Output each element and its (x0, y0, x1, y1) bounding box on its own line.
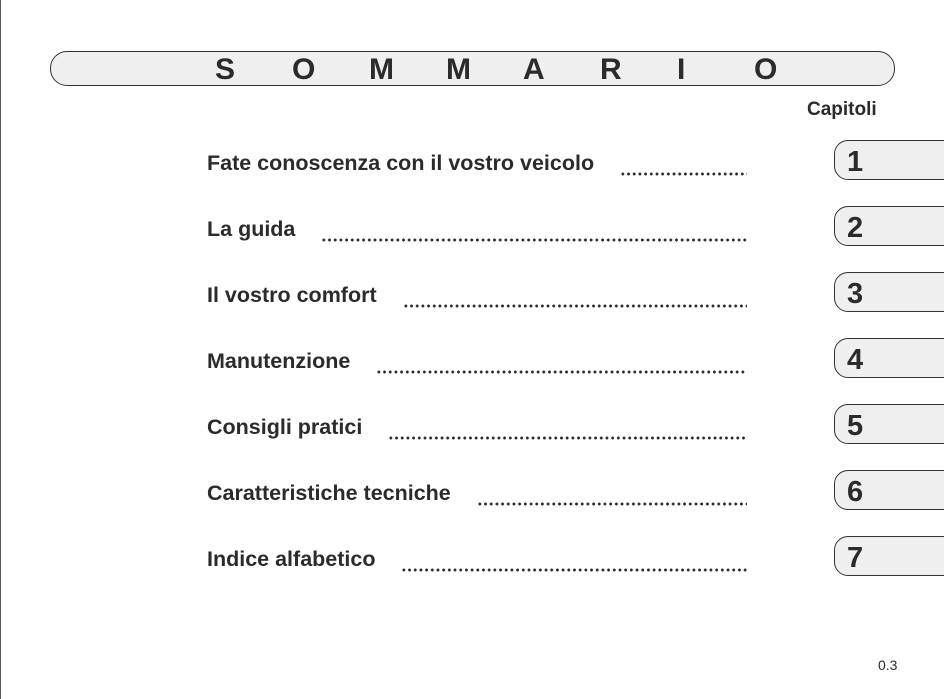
toc-entry-7[interactable] (207, 544, 747, 574)
title-letter: R (600, 53, 622, 86)
dot-leader (620, 162, 747, 176)
dot-leader (477, 492, 747, 506)
chapter-number: 6 (847, 476, 864, 508)
chapter-number: 4 (847, 344, 864, 376)
toc-entry-label[interactable]: Fate conoscenza con il vostro veicolo (207, 150, 595, 175)
chapter-number: 7 (847, 542, 864, 574)
toc-entry-label[interactable]: Caratteristiche tecniche (207, 480, 451, 505)
toc-entry-4[interactable] (207, 346, 747, 376)
title-letter: I (677, 53, 686, 86)
toc-entry-label[interactable]: La guida (207, 216, 296, 241)
page-title (207, 51, 823, 89)
page-left-edge (0, 0, 1, 699)
title-letter: M (446, 53, 471, 86)
chapter-tab-6[interactable] (834, 470, 944, 510)
toc-entry-label[interactable]: Il vostro comfort (207, 282, 377, 307)
chapter-number: 2 (847, 212, 864, 244)
chapter-tab-3[interactable] (834, 272, 944, 312)
toc-entry-2[interactable] (207, 214, 747, 244)
dot-leader (403, 294, 747, 308)
title-letter: M (369, 53, 394, 86)
title-letter: S (215, 53, 236, 86)
dot-leader (388, 426, 747, 440)
chapter-tab-5[interactable] (834, 404, 944, 444)
chapter-number: 3 (847, 278, 864, 310)
dot-leader (321, 228, 747, 242)
chapter-tab-4[interactable] (834, 338, 944, 378)
chapter-number: 1 (847, 146, 864, 178)
toc-entry-label[interactable]: Manutenzione (207, 348, 351, 373)
title-letter: A (523, 53, 545, 86)
chapter-tab-2[interactable] (834, 206, 944, 246)
dot-leader (401, 558, 747, 572)
chapter-tab-1[interactable] (834, 140, 944, 180)
title-letter: O (754, 53, 778, 86)
page-number: 0.3 (878, 657, 898, 673)
toc-entry-5[interactable] (207, 412, 747, 442)
title-letter: O (292, 53, 316, 86)
toc-entry-3[interactable] (207, 280, 747, 310)
toc-entry-label[interactable]: Consigli pratici (207, 414, 363, 439)
dot-leader (376, 360, 747, 374)
toc-entry-label[interactable]: Indice alfabetico (207, 546, 376, 571)
chapter-number: 5 (847, 410, 864, 442)
chapter-tab-7[interactable] (834, 536, 944, 576)
chapters-heading: Capitoli (807, 99, 877, 120)
toc-entry-1[interactable] (207, 148, 747, 178)
toc-entry-6[interactable] (207, 478, 747, 508)
